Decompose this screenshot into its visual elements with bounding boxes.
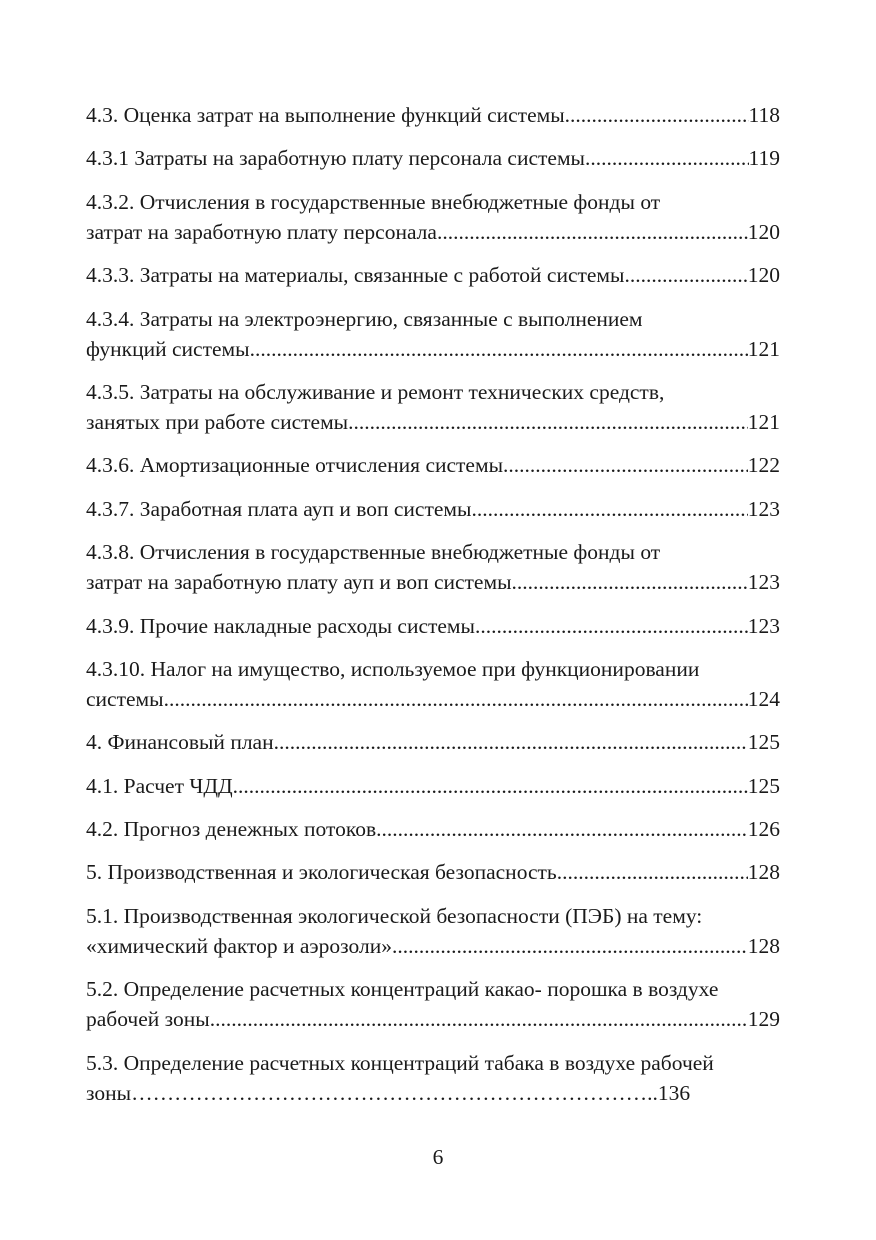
toc-entry-page-number: 128: [747, 933, 780, 958]
toc-entry-line: [86, 494, 780, 524]
toc-entry-page-number: 128: [747, 860, 780, 885]
toc-entry[interactable]: [86, 611, 780, 641]
toc-entry-line: [86, 407, 780, 437]
dot-leader: [210, 1004, 748, 1034]
toc-entry[interactable]: [86, 304, 780, 364]
toc-entry[interactable]: [86, 494, 780, 524]
toc-entry-line: [86, 143, 780, 173]
toc-entry[interactable]: [86, 654, 780, 714]
toc-entry-title: занятых при работе системы: [86, 409, 349, 434]
toc-entry[interactable]: [86, 100, 780, 130]
toc-entry-title-line: 4.3.10. Налог на имущество, используемое при функционировании: [86, 656, 700, 681]
toc-entry-line: [86, 727, 780, 757]
toc-entry[interactable]: [86, 901, 780, 961]
toc-entry-page-number: 121: [747, 409, 780, 434]
toc-entry[interactable]: [86, 974, 780, 1034]
dot-leader: [585, 143, 749, 173]
dot-leader: [512, 567, 748, 597]
toc-entry-page-number: 119: [748, 146, 780, 171]
toc-entry-title-line: 4.3.5. Затраты на обслуживание и ремонт технических средств,: [86, 379, 665, 404]
toc-entry-title: системы: [86, 686, 164, 711]
toc-entry-line: [86, 334, 780, 364]
toc-entry-line: [86, 100, 780, 130]
toc-entry-title: 4.3.3. Затраты на материалы, связанные с работой системы: [86, 263, 625, 288]
toc-entry-title: 4. Финансовый план: [86, 730, 274, 755]
toc-entry[interactable]: [86, 727, 780, 757]
toc-entry-title: 4.3.6. Амортизационные отчисления системы: [86, 453, 504, 478]
toc-entry-line: [86, 260, 780, 290]
toc-entry-title: 4.1. Расчет ЧДД: [86, 773, 233, 798]
toc-entry-page-number: 120: [747, 263, 780, 288]
toc-entry[interactable]: [86, 143, 780, 173]
toc-entry-title: 4.2. Прогноз денежных потоков: [86, 817, 377, 842]
toc-entry-title: 5. Производственная и экологическая безопасность: [86, 860, 557, 885]
dot-leader: [164, 684, 748, 714]
toc-entry[interactable]: [86, 187, 780, 247]
toc-entry-page-number: 125: [747, 773, 780, 798]
toc-entry-title-line: 4.3.2. Отчисления в государственные внебюджетные фонды от: [86, 189, 661, 214]
dot-leader: [274, 727, 748, 757]
toc-entry[interactable]: [86, 450, 780, 480]
toc-entry-page-number: 123: [747, 613, 780, 638]
toc-entry-line: [86, 857, 780, 887]
toc-entry-line: [86, 567, 780, 597]
table-of-contents: [86, 100, 780, 1121]
toc-entry-title: затрат на заработную плату персонала: [86, 219, 437, 244]
dot-leader: [437, 217, 748, 247]
toc-entry-page-number: 123: [747, 496, 780, 521]
toc-entry[interactable]: [86, 377, 780, 437]
toc-entry[interactable]: [86, 260, 780, 290]
dot-leader: [625, 260, 748, 290]
dot-leader: [233, 771, 748, 801]
toc-entry-line: [86, 814, 780, 844]
toc-entry-page-number: 126: [747, 817, 780, 842]
toc-entry-title: функций системы: [86, 336, 250, 361]
toc-entry-page-number: 121: [747, 336, 780, 361]
toc-entry[interactable]: [86, 1048, 780, 1108]
toc-entry-page-number: 136: [657, 1080, 691, 1105]
toc-entry-title: зоны………………………………………………………………..: [86, 1080, 658, 1105]
toc-entry-page-number: 124: [747, 686, 780, 711]
toc-entry[interactable]: [86, 771, 780, 801]
toc-entry-line: [86, 931, 780, 961]
toc-entry-title: затрат на заработную плату ауп и воп системы: [86, 570, 512, 595]
toc-entry-title-line: 4.3.8. Отчисления в государственные внебюджетные фонды от: [86, 540, 661, 565]
toc-entry[interactable]: [86, 814, 780, 844]
toc-entry-title: 4.3.7. Заработная плата ауп и воп системы: [86, 496, 472, 521]
toc-entry-page-number: 120: [747, 219, 780, 244]
toc-entry-page-number: 125: [747, 730, 780, 755]
dot-leader: [565, 100, 749, 130]
toc-entry-title: 4.3. Оценка затрат на выполнение функций системы: [86, 103, 565, 127]
page-number: 6: [432, 1145, 444, 1169]
toc-entry-line: [86, 771, 780, 801]
dot-leader: [348, 407, 748, 437]
toc-entry-page-number: 129: [747, 1007, 780, 1032]
toc-entry-line: [86, 217, 780, 247]
toc-entry-page-number: 123: [747, 570, 780, 595]
toc-entry-page-number: 118: [748, 103, 780, 127]
toc-entry-title: 4.3.9. Прочие накладные расходы системы: [86, 613, 475, 638]
toc-entry-title-line: 4.3.4. Затраты на электроэнергию, связанные с выполнением: [86, 306, 643, 331]
toc-entry-title: рабочей зоны: [86, 1007, 210, 1032]
toc-entry-line: [86, 1004, 780, 1034]
toc-entry-title: «химический фактор и аэрозоли»: [86, 933, 392, 958]
toc-entry-title-line: 5.2. Определение расчетных концентраций какао- порошка в воздухе: [86, 977, 719, 1002]
dot-leader: [250, 334, 748, 364]
toc-entry-title-line: 5.3. Определение расчетных концентраций табака в воздухе рабочей: [86, 1050, 714, 1075]
toc-entry-line: [86, 611, 780, 641]
toc-entry-line: [86, 1078, 780, 1108]
dot-leader: [503, 450, 748, 480]
dot-leader: [376, 814, 748, 844]
toc-entry-page-number: 122: [747, 453, 780, 478]
dot-leader: [471, 494, 747, 524]
toc-entry-title-line: 5.1. Производственная экологической безопасности (ПЭБ) на тему:: [86, 903, 703, 928]
toc-entry[interactable]: [86, 857, 780, 887]
dot-leader: [392, 931, 748, 961]
toc-entry-line: [86, 450, 780, 480]
toc-entry-line: [86, 684, 780, 714]
toc-entry-title: 4.3.1 Затраты на заработную плату персонала системы: [86, 146, 586, 171]
dot-leader: [475, 611, 748, 641]
dot-leader: [557, 857, 748, 887]
toc-entry[interactable]: [86, 537, 780, 597]
